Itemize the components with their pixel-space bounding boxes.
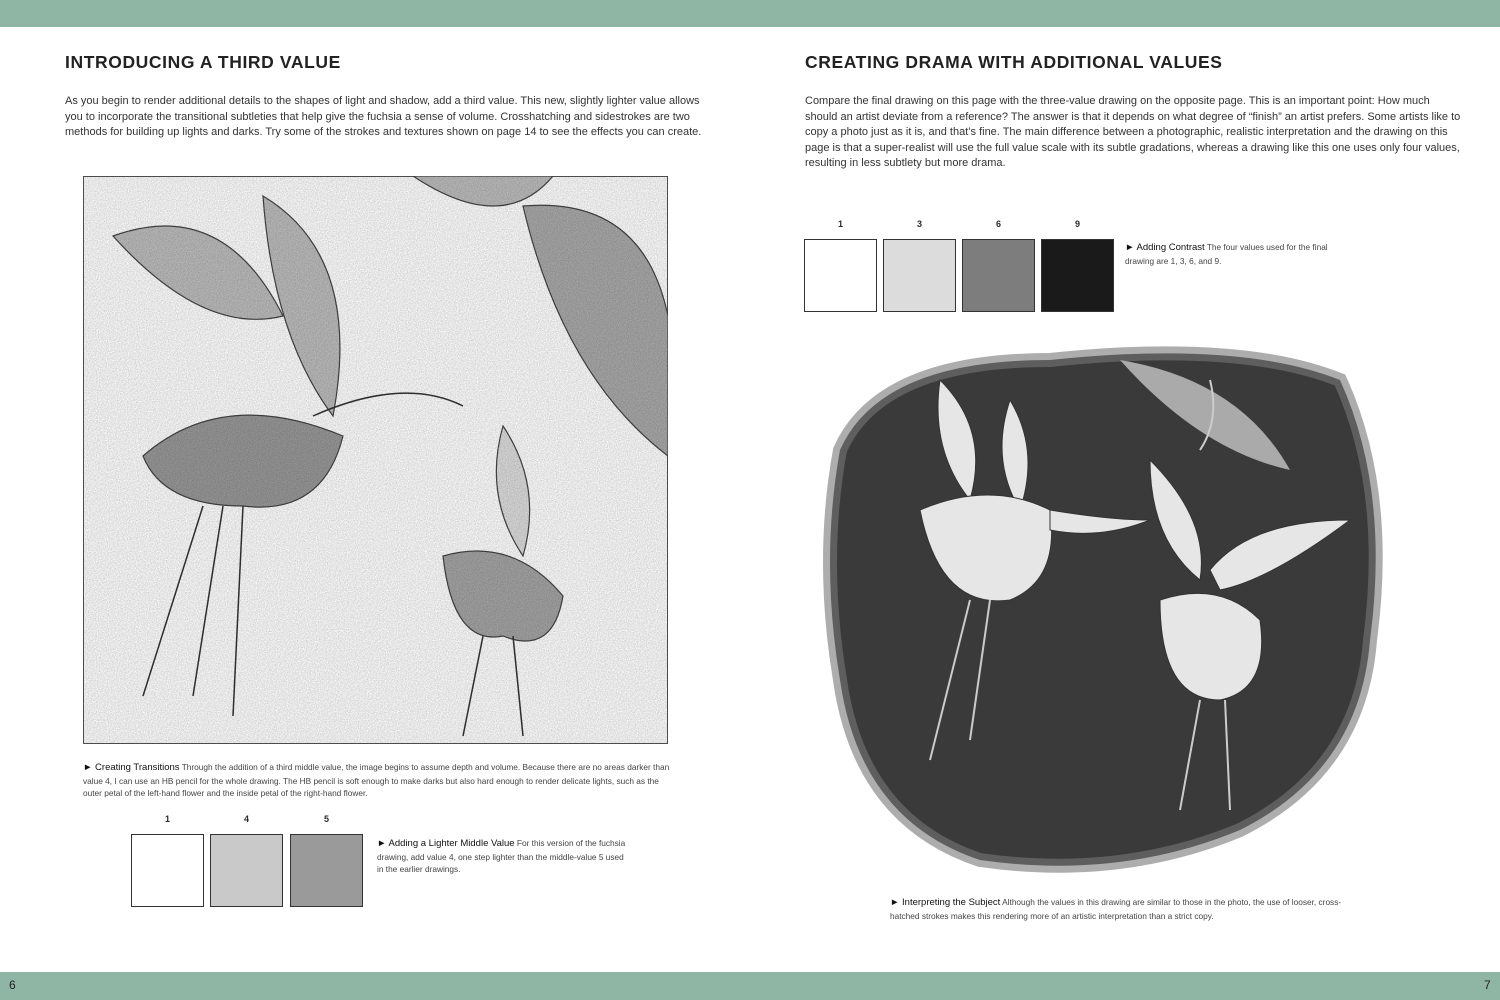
swatch-label: 4 xyxy=(243,814,249,824)
value-swatch-5 xyxy=(290,834,363,907)
value-swatch-1 xyxy=(804,239,877,312)
fuchsia-four-value-drawing xyxy=(820,340,1390,885)
interpreting-subject-caption: ► Interpreting the Subject Although the values in this drawing are similar to those in the photo, the use of looser, cross-hatched strokes makes this rendering more of an artistic interpretation than a strict copy. xyxy=(890,897,1342,921)
swatch-label: 6 xyxy=(995,219,1001,229)
swatch-label: 1 xyxy=(837,219,843,229)
swatch-label: 5 xyxy=(323,814,329,824)
right-page-title: CREATING DRAMA WITH ADDITIONAL VALUES xyxy=(805,52,1223,72)
swatch-label: 1 xyxy=(164,814,170,824)
value-swatch-6 xyxy=(962,239,1035,312)
right-body-text: Compare the final drawing on this page with the three-value drawing on the opposite page. This is an important point: How much should an artist deviate from a reference? The answer is that it depends on what degree of “finish” an artist prefers. Some artists like to copy a photo just as it is, and that’s fine. The main difference between a photographic, realistic interpretation and the drawing on this page is that a super-realist will use the full value scale with its subtle gradations, whereas a drawing like this one uses only four values, resulting in less subtlety but more drama. xyxy=(805,95,1461,169)
swatch-label: 9 xyxy=(1074,219,1080,229)
value-swatch-4 xyxy=(210,834,283,907)
adding-contrast-caption: ► Adding Contrast The four values used for the final drawing are 1, 3, 6, and 9. xyxy=(1125,242,1328,266)
swatch-label: 3 xyxy=(916,219,922,229)
bottom-band xyxy=(0,972,1500,1000)
value-swatch-9 xyxy=(1041,239,1114,312)
left-body-text: As you begin to render additional details to the shapes of light and shadow, add a third value. This new, slightly lighter value allows you to incorporate the transitional subtleties that help give the fuchsia a sense of volume. Crosshatching and sidestrokes are two methods for building up lights and darks. Try some of the strokes and textures shown on page 14 to see the effects you can create. xyxy=(65,95,702,138)
right-page-number: 7 xyxy=(1484,978,1491,992)
lighter-middle-value-caption: ► Adding a Lighter Middle Value For this version of the fuchsia drawing, add value 4, one step lighter than the middle-value 5 used in the earlier drawings. xyxy=(377,838,626,874)
value-swatch-3 xyxy=(883,239,956,312)
top-band xyxy=(0,0,1500,27)
left-page-title: INTRODUCING A THIRD VALUE xyxy=(65,52,341,72)
creating-transitions-caption: ► Creating Transitions Through the addition of a third middle value, the image begins to assume depth and volume. Because there are no areas darker than value 4, I can use an HB pencil for the whole drawing. The HB pencil is soft enough to make darks but also hard enough to render delicate lights, such as the outer petal of the left-hand flower and the inside petal of the right-hand flower. xyxy=(83,762,670,798)
value-swatch-1 xyxy=(131,834,204,907)
fuchsia-three-value-drawing xyxy=(83,176,668,744)
left-page-number: 6 xyxy=(9,978,16,992)
